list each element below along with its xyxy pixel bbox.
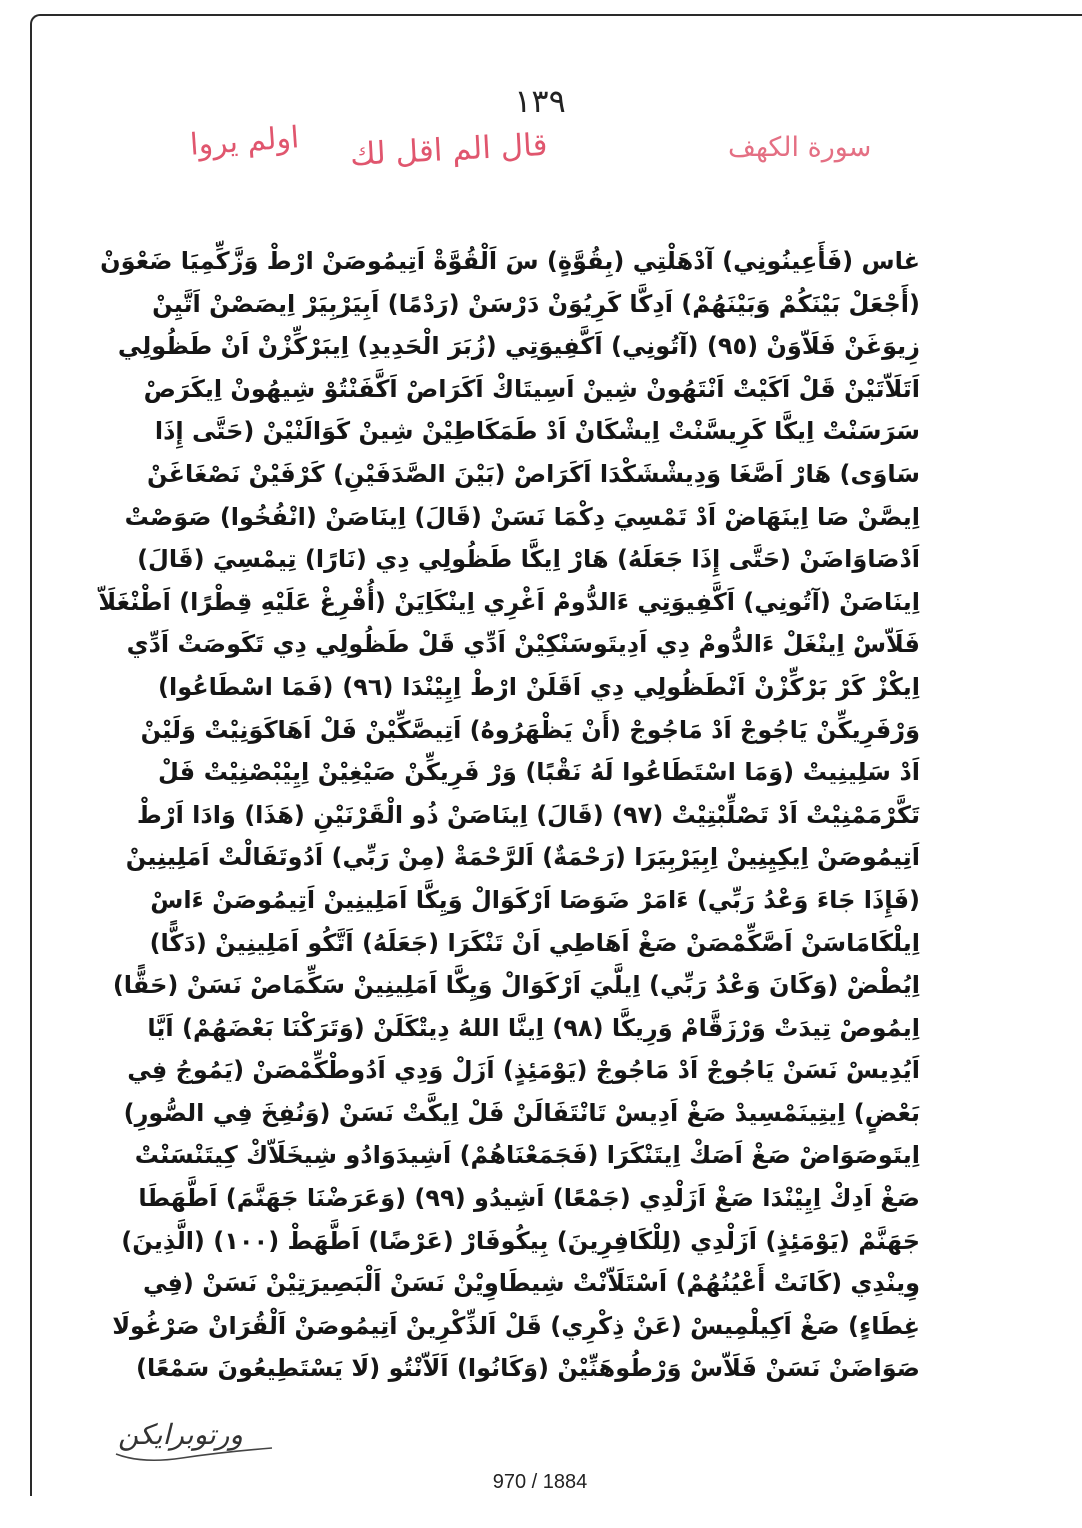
surah-title-note: سورة الكهف (728, 132, 872, 163)
text-line: اِيلْكَامَاسَنْ اَصَّكِّمْصَنْ صَغْ اَهَاطِي اَنْ تَنْكَرَا (جَعَلَهُ) اَتَّكُو اَمَلِينِينْ (دَكًّا) (149, 928, 920, 957)
text-line: وَرْفَرِيكِّنْ يَاجُوجْ اَدْ مَاجُوجْ (أَنْ يَظْهَرُوهُ) اَتِيصَّكِّيْنْ فَلْ اَهَاكَوَنِيْتْ وَلَيْنْ (140, 715, 920, 744)
text-line: فَلَاّسْ اِينْغَلْ ءَالدُّومْ دِي اَدِيتَوسَنْكِيْنْ اَدِّي قَلْ طَظُولِي دِي تَكَوصَتْ اَدِّي (126, 630, 920, 659)
signature-swoosh (112, 1430, 282, 1466)
page-counter: 970 / 1884 (492, 1471, 588, 1493)
handwritten-note-center: قال الم اقل لك (349, 126, 549, 174)
text-line: اَيُدِيسْ نَسَنْ يَاجُوجْ اَدْ مَاجُوجْ (يَوْمَئِذٍ) اَزَلْ وَدِي اَدُوطْكِّمْصَنْ (يَمُوجُ فِي (127, 1056, 920, 1085)
text-line: اَدْصَاوَاضَنْ (حَتَّى إِذَا جَعَلَهُ) هَارْ اِيكَّا طَظُولِي دِي (نَارًا) تِيمْسِيَ (قَالَ) (137, 545, 920, 574)
text-line: تَكَّرْمَمْنِيْتْ اَدْ تَصْلِّبْتِيْتْ (٩٧) (قَالَ) اِينَاصَنْ ذُو الْقَرْنَيْنِ (هَذَا) وَادَا اَرْطْ (136, 800, 920, 829)
text-line: اِيمُوصْ تِيدَتْ وَرْزَقَّامْ وَرِيكَّا (٩٨) اِينَّا اللهُ دِيتْكَلَنْ (وَتَرَكْنَا بَعْضَهُمْ) اَيَّا (147, 1013, 920, 1042)
text-line: اَتَلَاّتَيْنْ قَلْ اَكَيْتْ اَنْتَهُونْ شِينْ اَسِيتَاكْ اَكَرَاصْ اَكَّفَنْتُوْ شِيهُونْ اِيكَرَصْ (143, 374, 920, 403)
text-line: بَعْضٍ) اِيتِينَمْسِيدْ صَغْ اَدِيسْ تَانْتَفَالَنْ فَلْ اِيكَّتْ نَسَنْ (وَنُفِخَ فِي الصُّورِ) (123, 1098, 920, 1127)
handwritten-note-left: اولم يروا (188, 120, 301, 163)
text-line: غِطَاءٍ) صَغْ اَكِيلْمِيسْ (عَنْ ذِكْرِي) قَلْ اَلذِّكْرِينْ اَتِيمُوصَنْ اَلْقُرَانْ صَرْغُولَا (112, 1311, 920, 1340)
text-line: زِيوَغَنْ فَلَاّوَنْ (٩٥) (آتُونِي) اَكَّفِيوَتِي (زُبَرَ الْحَدِيدِ) اِيبَرْكِّزْنْ اَنْ طَظُولِي (117, 332, 920, 361)
text-line: (فَإِذَا جَاءَ وَعْدُ رَبِّي) ءَامَرْ ضَوَصَا اَرْكَوَالْ وَيِكَّا اَمَلِينِينْ اَتِيمُوصَنْ ءَاسْ (150, 885, 920, 914)
footer-signature: ورتوبرايكن (118, 1418, 243, 1451)
text-line: صَغْ اَدِكْ اِيِيْنْدَا صَغْ اَزَلْدِي (جَمْعًا) اَشِيدُو (٩٩) (وَعَرَضْنَا جَهَنَّمَ) اَطَّهَطَا (138, 1184, 920, 1213)
text-line: اِيصَّنْ صَا اِينَهَاضْ اَدْ تَمْسِيَ دِكْمَا نَسَنْ (قَالَ) اِينَاصَنْ (انْفُخُوا) صَوَصْتْ (124, 502, 920, 531)
text-line: جَهَنَّمْ (يَوْمَئِذٍ) اَزَلْدِي (لِلْكَافِرِينَ) بِيكُوفَارْ (عَرْضًا) اَطَّهَطْ (١٠٠) (الَّذِينَ) (121, 1226, 920, 1255)
text-line: اِيتَوصَوَاضْ صَغْ اَصَكْ اِيتَنْكَرَا (فَجَمَعْنَاهُمْ) اَشِيدَوَادُو شِيخَلَاّكْ كِيتَنْسَنْتْ (134, 1141, 920, 1170)
text-line: اَدْ سَلِينِيتْ (وَمَا اسْتَطَاعُوا لَهُ نَقْبًا) وَرْ فَرِيكِّنْ صَيْغِيْنْ اِيِيْبْصْنِيْتْ فَلْ (158, 758, 920, 787)
text-line: اَتِيمُوصَنْ اِيكِيِنِينْ اِبِيَرْبِيَرَا (رَحْمَةٌ) اَلرَّحْمَةْ (مِنْ رَبِّي) اَدُوتَفَالْتْ اَمَلِينِينْ (125, 843, 920, 872)
body-text (98, 240, 920, 1390)
text-line: (أَجْعَلْ بَيْنَكُمْ وَبَيْنَهُمْ) اَدِكَّا كَرِيُوَنْ دَرْسَنْ (رَدْمًا) اَبِيَرْبِيَرْ اِيصَصْنْ اَتَّيِنْ (152, 289, 920, 318)
text-line: وِينْدِي (كَانَتْ أَعْيُنُهُمْ) اَسْتَلَاّنْتْ شِيطَاوِيْنْ نَسَنْ اَلْبَصِيرَتِيْنْ نَسَنْ (فِي (142, 1269, 920, 1298)
text-line: اِيكْزْ كَرْ بَرْكِّزْنْ اَنْطَظُولِي دِي اَقَلَنْ ارْطْ اِيِيْنْدَا (٩٦) (فَمَا اسْطَاعُوا) (158, 672, 920, 701)
text-line: سَرَسَنْتْ اِيكَّا كَرِيسَّنْتْ اِيشْكَانْ اَدْ طَمَكَاطِيْنْ شِينْ كَوَالَنْيْنْ (حَتَّى إِذَا (154, 417, 920, 446)
text-line: اِيُطْضْ (وَكَانَ وَعْدُ رَبِّي) اِيلَّيَ اَرْكَوَالْ وَيِكَّا اَمَلِينِينْ سَكِّمَاصْ نَسَنْ (حَقًّا) (112, 971, 920, 1000)
text-line: غاس (فَأَعِينُونِي) آدْهَلْتِي (بِقُوَّةٍ) سَ اَلْقُوَّةْ اَتِيمُوصَنْ ارْطْ وَزَّكِّمِيَا ضَعْوَنْ (100, 247, 920, 275)
text-line: سَاوَى) هَارْ اَصَّغَا وَدِيشْشَكْدَا اَكَرَاصْ (بَيْنَ الصَّدَفَيْنِ) كَرْفَيْنْ نَصْغَاغَنْ (147, 459, 920, 488)
page-number: ١٣٩ (514, 82, 566, 120)
text-line: صَوَاضَنْ نَسَنْ فَلَاّسْ وَرْطُوهَنِّيْنْ (وَكَانُوا) اَلَاّنْتُو (لَا يَسْتَطِيعُونَ سَمْعًا) (135, 1354, 920, 1383)
text-line: اِينَاصَنْ (آتُونِي) اَكَّفِيوَتِي ءَالدُّومْ اَغْرِي اِينْكَاِيَنْ (أُفْرِغْ عَلَيْهِ قِطْرًا) اَطْنْغَلَاّ (98, 587, 920, 616)
